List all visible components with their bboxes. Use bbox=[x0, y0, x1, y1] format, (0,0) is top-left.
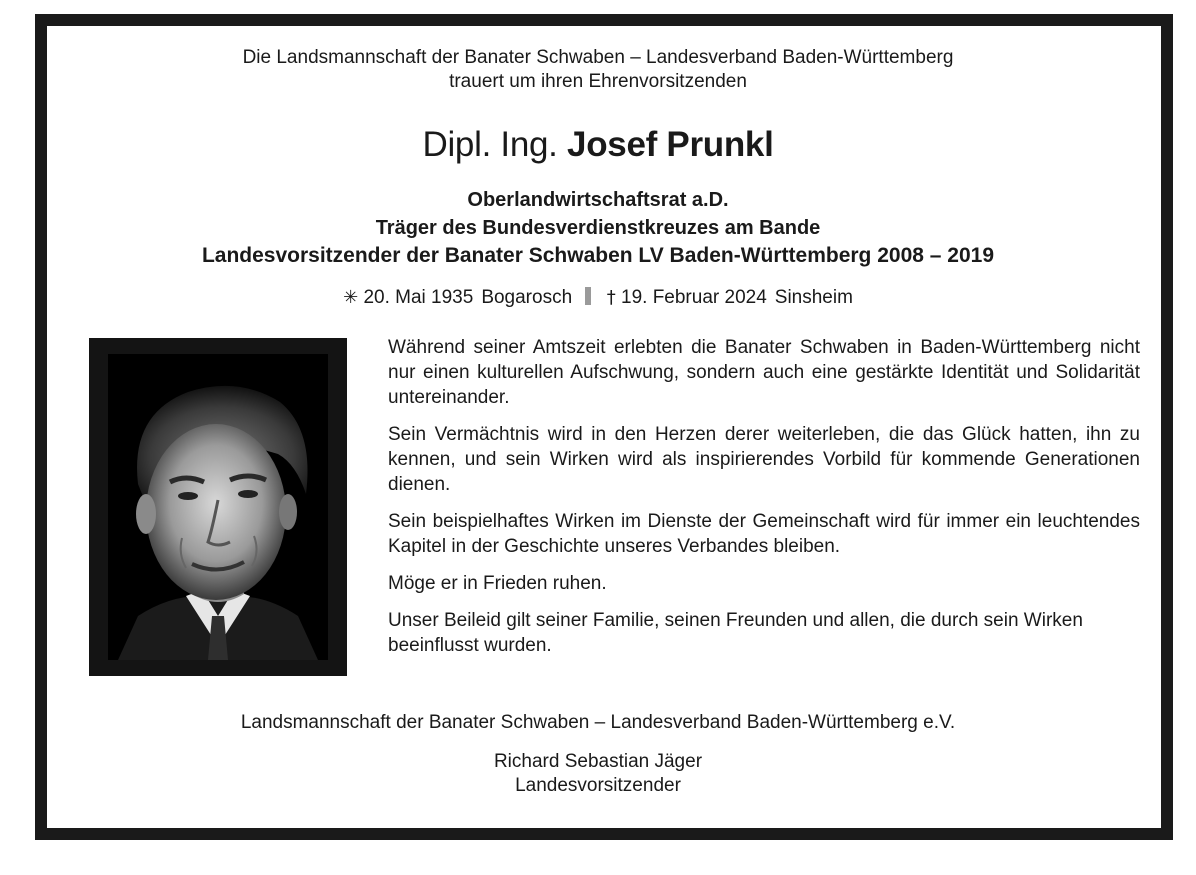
name-prefix: Dipl. Ing. bbox=[422, 125, 558, 164]
header-line-2: trauert um ihren Ehrenvorsitzenden bbox=[449, 71, 747, 92]
signer-role: Landesvorsitzender bbox=[515, 775, 681, 796]
portrait-photo-icon bbox=[108, 354, 328, 660]
death-date: 19. Februar 2024 bbox=[621, 287, 767, 308]
death-place: Sinsheim bbox=[774, 287, 853, 308]
obituary-body bbox=[388, 335, 1140, 670]
birth-star-icon: ✳ bbox=[343, 287, 359, 308]
deceased-titles bbox=[0, 186, 1196, 270]
birth-date: 20. Mai 1935 bbox=[363, 287, 474, 308]
deceased-name bbox=[0, 124, 1196, 166]
body-paragraph-3: Sein beispielhaftes Wirken im Dienste der Gemeinschaft wird für immer ein leuchtendes Kapitel in der Geschichte unseres Verbandes bleiben. bbox=[388, 511, 1140, 557]
obituary-header bbox=[0, 46, 1196, 94]
footer-organization: Landsmannschaft der Banater Schwaben – Landesverband Baden-Württemberg e.V. bbox=[240, 712, 956, 733]
title-line-3: Landesvorsitzender der Banater Schwaben LV Baden-Württemberg 2008 – 2019 bbox=[201, 244, 995, 267]
death-cross-icon: † bbox=[606, 287, 616, 308]
signer-name: Richard Sebastian Jäger bbox=[493, 751, 703, 772]
portrait-photo bbox=[89, 338, 347, 676]
title-line-1: Oberlandwirtschaftsrat a.D. bbox=[467, 189, 729, 211]
birth-place: Bogarosch bbox=[481, 287, 573, 308]
portrait-image bbox=[108, 354, 328, 660]
body-paragraph-5: Unser Beileid gilt seiner Familie, seinen Freunden und allen, die durch sein Wirken beeinflusst wurden. bbox=[388, 610, 1083, 656]
body-paragraph-1: Während seiner Amtszeit erlebten die Banater Schwaben in Baden-Württemberg nicht nur einen kulturellen Aufschwung, sondern auch eine gestärkte Identität und Solidarität untereinander. bbox=[388, 337, 1140, 408]
header-line-1: Die Landsmannschaft der Banater Schwaben – Landesverband Baden-Württemberg bbox=[242, 47, 954, 68]
body-paragraph-4: Möge er in Frieden ruhen. bbox=[388, 573, 607, 594]
date-separator-bar bbox=[585, 287, 591, 305]
life-dates bbox=[0, 284, 1196, 312]
signature-block bbox=[0, 750, 1196, 798]
title-line-2: Träger des Bundesverdienstkreuzes am Bande bbox=[375, 217, 821, 239]
body-paragraph-2: Sein Vermächtnis wird in den Herzen derer weiterleben, die das Glück hatten, ihn zu kennen, und sein Wirken wird als inspirierendes Vorbild für kommende Generationen dienen. bbox=[388, 424, 1140, 495]
name-full: Josef Prunkl bbox=[567, 125, 774, 164]
